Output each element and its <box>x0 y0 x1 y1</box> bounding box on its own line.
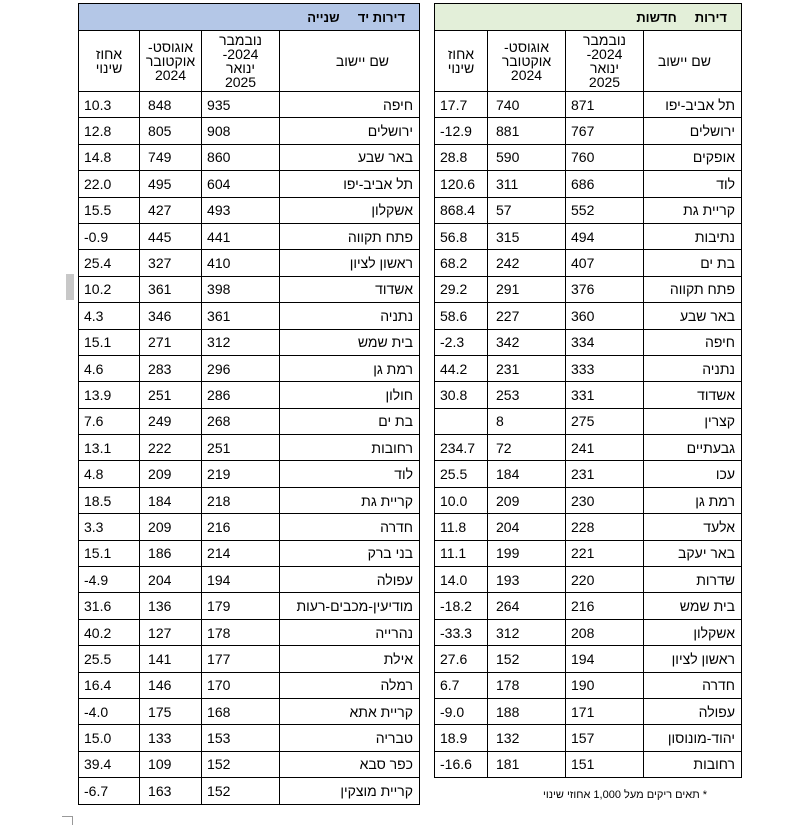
aug-oct-cell: 312 <box>488 619 566 645</box>
locality-cell: בת ים <box>280 408 420 434</box>
locality-cell: חיפה <box>280 92 420 118</box>
table-row <box>79 435 420 461</box>
table-row <box>79 303 420 329</box>
aug-oct-cell: 141 <box>140 646 202 672</box>
table-row <box>435 672 742 698</box>
locality-cell: נתיבות <box>644 223 742 249</box>
table-row <box>79 778 420 804</box>
aug-oct-cell: 342 <box>488 329 566 355</box>
table-row <box>79 408 420 434</box>
nov-jan-cell: 231 <box>566 461 644 487</box>
table-row <box>435 171 742 197</box>
pct-change-cell: -33.3 <box>435 619 488 645</box>
table-row <box>79 223 420 249</box>
table-row <box>79 118 420 144</box>
locality-cell: בני ברק <box>280 540 420 566</box>
header-locality: שם יישוב <box>644 31 742 92</box>
table-row <box>79 197 420 223</box>
table-row <box>79 540 420 566</box>
aug-oct-cell: 209 <box>140 514 202 540</box>
locality-cell: בית שמש <box>644 593 742 619</box>
pct-change-cell: 40.2 <box>79 619 140 645</box>
table-row <box>435 197 742 223</box>
pct-change-cell: 4.3 <box>79 303 140 329</box>
locality-cell: רחובות <box>280 435 420 461</box>
aug-oct-cell: 175 <box>140 698 202 724</box>
nov-jan-cell: 268 <box>202 408 280 434</box>
pct-change-cell: -2.3 <box>435 329 488 355</box>
pct-change-cell: 3.3 <box>79 514 140 540</box>
table-row <box>79 751 420 777</box>
locality-cell: רמת גן <box>280 355 420 381</box>
locality-cell: אשקלון <box>280 197 420 223</box>
nov-jan-cell: 194 <box>566 646 644 672</box>
nov-jan-cell: 218 <box>202 487 280 513</box>
locality-cell: אילת <box>280 646 420 672</box>
aug-oct-cell: 178 <box>488 672 566 698</box>
nov-jan-cell: 221 <box>566 540 644 566</box>
nov-jan-cell: 760 <box>566 144 644 170</box>
scroll-marker <box>66 274 74 300</box>
nov-jan-cell: 177 <box>202 646 280 672</box>
pct-change-cell: 22.0 <box>79 171 140 197</box>
locality-cell: אשקלון <box>644 619 742 645</box>
table-row <box>435 355 742 381</box>
pct-change-cell: -6.7 <box>79 778 140 804</box>
locality-cell: פתח תקווה <box>644 276 742 302</box>
nov-jan-cell: 333 <box>566 355 644 381</box>
nov-jan-cell: 410 <box>202 250 280 276</box>
nov-jan-cell: 860 <box>202 144 280 170</box>
table-row <box>435 698 742 724</box>
locality-cell: חדרה <box>280 514 420 540</box>
aug-oct-cell: 188 <box>488 698 566 724</box>
locality-cell: יהוד-מונוסון <box>644 725 742 751</box>
nov-jan-cell: 251 <box>202 435 280 461</box>
table-row <box>79 382 420 408</box>
nov-jan-cell: 935 <box>202 92 280 118</box>
aug-oct-cell: 327 <box>140 250 202 276</box>
locality-cell: אופקים <box>644 144 742 170</box>
aug-oct-cell: 242 <box>488 250 566 276</box>
table-row <box>79 144 420 170</box>
aug-oct-cell: 132 <box>488 725 566 751</box>
pct-change-cell: 14.0 <box>435 567 488 593</box>
aug-oct-cell: 204 <box>488 514 566 540</box>
aug-oct-cell: 146 <box>140 672 202 698</box>
aug-oct-cell: 264 <box>488 593 566 619</box>
nov-jan-cell: 179 <box>202 593 280 619</box>
used-apartments-body <box>79 92 420 805</box>
nov-jan-cell: 214 <box>202 540 280 566</box>
table-row <box>435 118 742 144</box>
nov-jan-cell: 275 <box>566 408 644 434</box>
pct-change-cell: -12.9 <box>435 118 488 144</box>
pct-change-cell: 18.9 <box>435 725 488 751</box>
locality-cell: רחובות <box>644 751 742 777</box>
nov-jan-cell: 407 <box>566 250 644 276</box>
nov-jan-cell: 334 <box>566 329 644 355</box>
nov-jan-cell: 228 <box>566 514 644 540</box>
table-row <box>79 250 420 276</box>
aug-oct-cell: 127 <box>140 619 202 645</box>
aug-oct-cell: 495 <box>140 171 202 197</box>
nov-jan-cell: 220 <box>566 567 644 593</box>
aug-oct-cell: 209 <box>488 487 566 513</box>
table-row <box>79 725 420 751</box>
locality-cell: בית שמש <box>280 329 420 355</box>
pct-change-cell: -4.0 <box>79 698 140 724</box>
used-apartments-title: דירות יד שנייה <box>79 4 420 31</box>
aug-oct-cell: 590 <box>488 144 566 170</box>
table-row <box>435 382 742 408</box>
table-row <box>435 435 742 461</box>
table-row <box>79 646 420 672</box>
pct-change-cell: 25.5 <box>435 461 488 487</box>
aug-oct-cell: 204 <box>140 567 202 593</box>
pct-change-cell: -9.0 <box>435 698 488 724</box>
footnote: * תאים ריקים מעל 1,000 אחוזי שינוי <box>543 789 708 801</box>
aug-oct-cell: 57 <box>488 197 566 223</box>
nov-jan-cell: 241 <box>566 435 644 461</box>
aug-oct-cell: 231 <box>488 355 566 381</box>
pct-change-cell: 10.2 <box>79 276 140 302</box>
table-row <box>79 593 420 619</box>
table-row <box>435 514 742 540</box>
locality-cell: ראשון לציון <box>280 250 420 276</box>
table-row <box>435 487 742 513</box>
nov-jan-cell: 604 <box>202 171 280 197</box>
new-apartments-body <box>435 92 742 778</box>
header-nov-jan: נובמבר 2024- ינואר 2025 <box>202 31 280 92</box>
nov-jan-cell: 686 <box>566 171 644 197</box>
pct-change-cell: 15.1 <box>79 329 140 355</box>
aug-oct-cell: 311 <box>488 171 566 197</box>
pct-change-cell: 15.0 <box>79 725 140 751</box>
table-row <box>79 514 420 540</box>
nov-jan-cell: 331 <box>566 382 644 408</box>
locality-cell: נהרייה <box>280 619 420 645</box>
pct-change-cell: 4.8 <box>79 461 140 487</box>
nov-jan-cell: 441 <box>202 223 280 249</box>
aug-oct-cell: 184 <box>140 487 202 513</box>
table-row <box>435 408 742 434</box>
nov-jan-cell: 361 <box>202 303 280 329</box>
locality-cell: אשדוד <box>280 276 420 302</box>
pct-change-cell: 29.2 <box>435 276 488 302</box>
pct-change-cell: 39.4 <box>79 751 140 777</box>
locality-cell: כפר סבא <box>280 751 420 777</box>
nov-jan-cell: 493 <box>202 197 280 223</box>
table-row <box>79 698 420 724</box>
aug-oct-cell: 427 <box>140 197 202 223</box>
aug-oct-cell: 136 <box>140 593 202 619</box>
pct-change-cell: -0.9 <box>79 223 140 249</box>
nov-jan-cell: 208 <box>566 619 644 645</box>
new-apartments-table <box>434 3 742 778</box>
pct-change-cell: 27.6 <box>435 646 488 672</box>
table-row <box>79 461 420 487</box>
locality-cell: ראשון לציון <box>644 646 742 672</box>
used-apartments-table <box>78 3 420 805</box>
locality-cell: שדרות <box>644 567 742 593</box>
locality-cell: נתניה <box>280 303 420 329</box>
pct-change-cell: 17.7 <box>435 92 488 118</box>
table-row <box>435 567 742 593</box>
aug-oct-cell: 445 <box>140 223 202 249</box>
pct-change-cell: 31.6 <box>79 593 140 619</box>
locality-cell: לוד <box>644 171 742 197</box>
table-row <box>435 619 742 645</box>
header-pct-change: אחוז שינוי <box>79 31 140 92</box>
locality-cell: באר שבע <box>644 303 742 329</box>
aug-oct-cell: 346 <box>140 303 202 329</box>
aug-oct-cell: 283 <box>140 355 202 381</box>
aug-oct-cell: 163 <box>140 778 202 804</box>
nov-jan-cell: 908 <box>202 118 280 144</box>
locality-cell: חדרה <box>644 672 742 698</box>
locality-cell: תל אביב-יפו <box>280 171 420 197</box>
table-row <box>79 487 420 513</box>
table-row <box>435 646 742 672</box>
table-row <box>435 250 742 276</box>
aug-oct-cell: 186 <box>140 540 202 566</box>
pct-change-cell: 868.4 <box>435 197 488 223</box>
table-row <box>435 92 742 118</box>
aug-oct-cell: 133 <box>140 725 202 751</box>
aug-oct-cell: 152 <box>488 646 566 672</box>
aug-oct-cell: 8 <box>488 408 566 434</box>
table-row <box>435 303 742 329</box>
locality-cell: קצרין <box>644 408 742 434</box>
pct-change-cell: 10.3 <box>79 92 140 118</box>
nov-jan-cell: 230 <box>566 487 644 513</box>
aug-oct-cell: 193 <box>488 567 566 593</box>
locality-cell: חולון <box>280 382 420 408</box>
nov-jan-cell: 157 <box>566 725 644 751</box>
locality-cell: לוד <box>280 461 420 487</box>
nov-jan-cell: 219 <box>202 461 280 487</box>
locality-cell: אלעד <box>644 514 742 540</box>
locality-cell: רמלה <box>280 672 420 698</box>
new-apartments-title: דירות חדשות <box>435 4 742 31</box>
header-locality: שם יישוב <box>280 31 420 92</box>
aug-oct-cell: 249 <box>140 408 202 434</box>
nov-jan-cell: 152 <box>202 778 280 804</box>
pct-change-cell: 25.4 <box>79 250 140 276</box>
pct-change-cell: 15.1 <box>79 540 140 566</box>
pct-change-cell: 28.8 <box>435 144 488 170</box>
table-row <box>79 171 420 197</box>
pct-change-cell: 12.8 <box>79 118 140 144</box>
pct-change-cell: 18.5 <box>79 487 140 513</box>
table-row <box>79 276 420 302</box>
locality-cell: עפולה <box>644 698 742 724</box>
pct-change-cell: 13.9 <box>79 382 140 408</box>
aug-oct-cell: 881 <box>488 118 566 144</box>
nov-jan-cell: 376 <box>566 276 644 302</box>
nov-jan-cell: 216 <box>566 593 644 619</box>
table-row <box>79 567 420 593</box>
table-row <box>79 329 420 355</box>
nov-jan-cell: 494 <box>566 223 644 249</box>
pct-change-cell: 10.0 <box>435 487 488 513</box>
pct-change-cell: 25.5 <box>79 646 140 672</box>
aug-oct-cell: 227 <box>488 303 566 329</box>
table-row <box>79 619 420 645</box>
aug-oct-cell: 209 <box>140 461 202 487</box>
nov-jan-cell: 552 <box>566 197 644 223</box>
locality-cell: באר יעקב <box>644 540 742 566</box>
table-row <box>435 223 742 249</box>
locality-cell: נתניה <box>644 355 742 381</box>
pct-change-cell: 15.5 <box>79 197 140 223</box>
nov-jan-cell: 216 <box>202 514 280 540</box>
pct-change-cell: 13.1 <box>79 435 140 461</box>
header-nov-jan: נובמבר 2024- ינואר 2025 <box>566 31 644 92</box>
locality-cell: ירושלים <box>280 118 420 144</box>
aug-oct-cell: 222 <box>140 435 202 461</box>
locality-cell: באר שבע <box>280 144 420 170</box>
locality-cell: עכו <box>644 461 742 487</box>
aug-oct-cell: 740 <box>488 92 566 118</box>
locality-cell: תל אביב-יפו <box>644 92 742 118</box>
aug-oct-cell: 749 <box>140 144 202 170</box>
table-row <box>435 593 742 619</box>
aug-oct-cell: 253 <box>488 382 566 408</box>
table-row <box>435 144 742 170</box>
aug-oct-cell: 848 <box>140 92 202 118</box>
pct-change-cell: 7.6 <box>79 408 140 434</box>
table-row <box>435 751 742 777</box>
nov-jan-cell: 767 <box>566 118 644 144</box>
pct-change-cell: 14.8 <box>79 144 140 170</box>
locality-cell: רמת גן <box>644 487 742 513</box>
pct-change-cell: 4.6 <box>79 355 140 381</box>
aug-oct-cell: 291 <box>488 276 566 302</box>
locality-cell: עפולה <box>280 567 420 593</box>
nov-jan-cell: 178 <box>202 619 280 645</box>
header-aug-oct: אוגוסט- אוקטובר 2024 <box>140 31 202 92</box>
aug-oct-cell: 805 <box>140 118 202 144</box>
pct-change-cell: 11.8 <box>435 514 488 540</box>
nov-jan-cell: 398 <box>202 276 280 302</box>
pct-change-cell: 30.8 <box>435 382 488 408</box>
table-row <box>435 540 742 566</box>
locality-cell: מודיעין-מכבים-רעות <box>280 593 420 619</box>
nov-jan-cell: 171 <box>566 698 644 724</box>
nov-jan-cell: 194 <box>202 567 280 593</box>
pct-change-cell: 68.2 <box>435 250 488 276</box>
pct-change-cell: 6.7 <box>435 672 488 698</box>
table-row <box>435 725 742 751</box>
pct-change-cell: 44.2 <box>435 355 488 381</box>
aug-oct-cell: 181 <box>488 751 566 777</box>
pct-change-cell: 58.6 <box>435 303 488 329</box>
pct-change-cell: 56.8 <box>435 223 488 249</box>
aug-oct-cell: 361 <box>140 276 202 302</box>
locality-cell: ירושלים <box>644 118 742 144</box>
pct-change-cell: 16.4 <box>79 672 140 698</box>
table-row <box>79 355 420 381</box>
nov-jan-cell: 286 <box>202 382 280 408</box>
locality-cell: טבריה <box>280 725 420 751</box>
locality-cell: קריית גת <box>280 487 420 513</box>
aug-oct-cell: 109 <box>140 751 202 777</box>
pct-change-cell: 120.6 <box>435 171 488 197</box>
header-aug-oct: אוגוסט- אוקטובר 2024 <box>488 31 566 92</box>
pct-change-cell: -16.6 <box>435 751 488 777</box>
nov-jan-cell: 170 <box>202 672 280 698</box>
nov-jan-cell: 312 <box>202 329 280 355</box>
locality-cell: אשדוד <box>644 382 742 408</box>
nov-jan-cell: 296 <box>202 355 280 381</box>
pct-change-cell: 234.7 <box>435 435 488 461</box>
nov-jan-cell: 151 <box>566 751 644 777</box>
locality-cell: בת ים <box>644 250 742 276</box>
nov-jan-cell: 360 <box>566 303 644 329</box>
pct-change-cell: -4.9 <box>79 567 140 593</box>
nov-jan-cell: 153 <box>202 725 280 751</box>
aug-oct-cell: 72 <box>488 435 566 461</box>
header-pct-change: אחוז שינוי <box>435 31 488 92</box>
table-row <box>79 92 420 118</box>
table-row <box>435 276 742 302</box>
aug-oct-cell: 184 <box>488 461 566 487</box>
aug-oct-cell: 199 <box>488 540 566 566</box>
aug-oct-cell: 315 <box>488 223 566 249</box>
locality-cell: חיפה <box>644 329 742 355</box>
table-row <box>435 329 742 355</box>
locality-cell: קריית אתא <box>280 698 420 724</box>
locality-cell: פתח תקווה <box>280 223 420 249</box>
locality-cell: קריית גת <box>644 197 742 223</box>
table-row <box>435 461 742 487</box>
pct-change-cell <box>435 408 488 434</box>
pct-change-cell: 11.1 <box>435 540 488 566</box>
pct-change-cell: -18.2 <box>435 593 488 619</box>
nov-jan-cell: 871 <box>566 92 644 118</box>
locality-cell: גבעתיים <box>644 435 742 461</box>
aug-oct-cell: 271 <box>140 329 202 355</box>
locality-cell: קריית מוצקין <box>280 778 420 804</box>
nov-jan-cell: 190 <box>566 672 644 698</box>
nov-jan-cell: 168 <box>202 698 280 724</box>
nov-jan-cell: 152 <box>202 751 280 777</box>
table-row <box>79 672 420 698</box>
aug-oct-cell: 251 <box>140 382 202 408</box>
